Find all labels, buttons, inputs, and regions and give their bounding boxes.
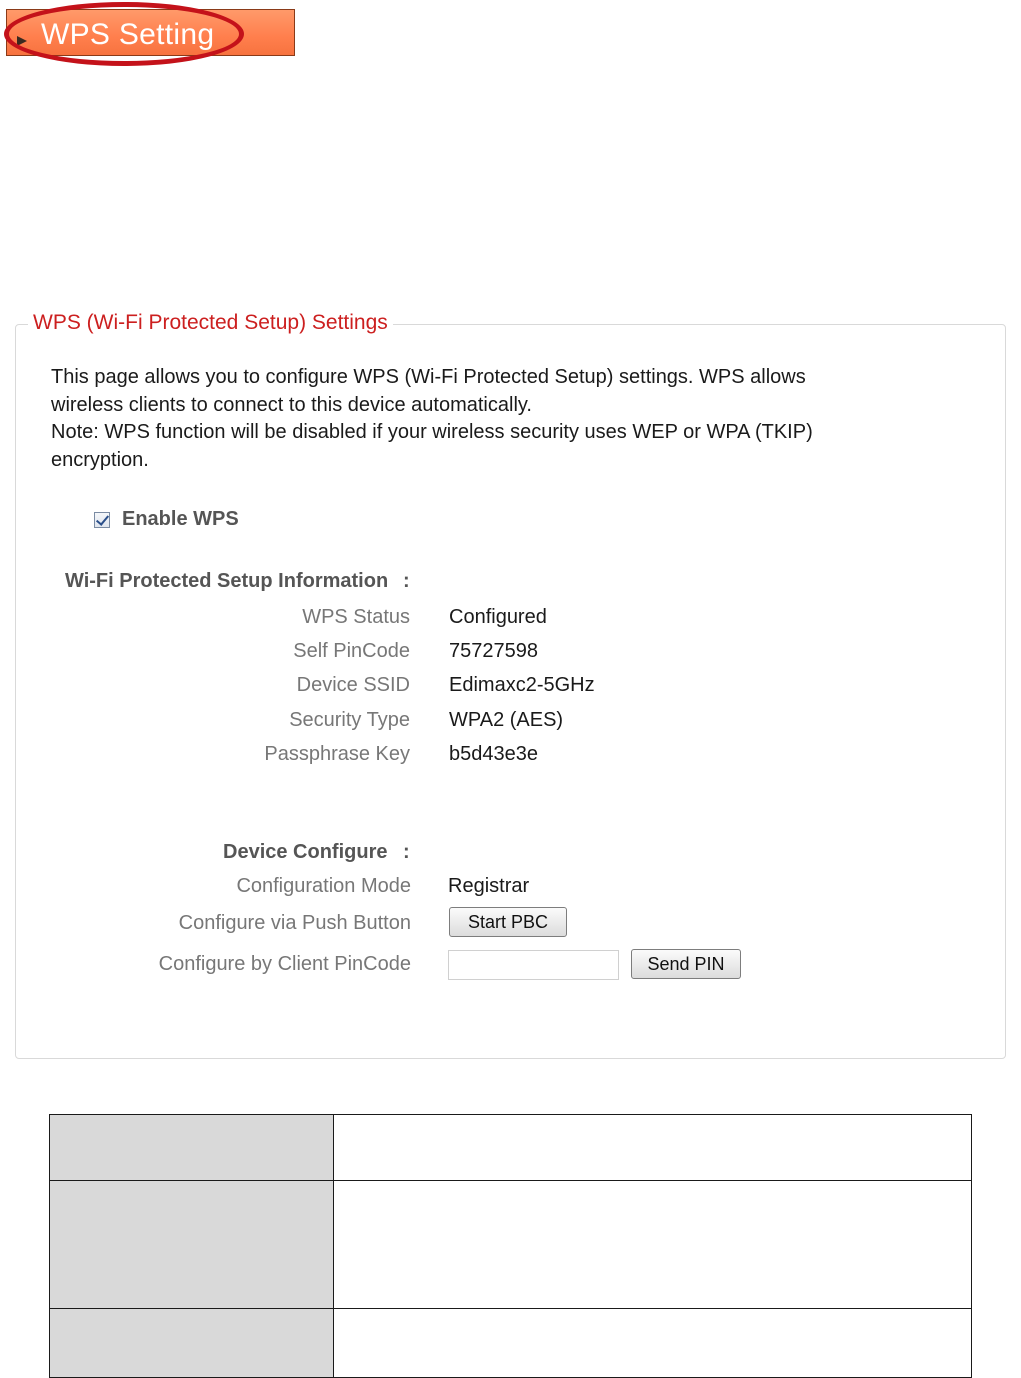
push-button-label: Configure via Push Button — [178, 912, 411, 934]
device-configure-title: Device Configure — [223, 841, 388, 863]
start-pbc-button[interactable]: Start PBC — [449, 907, 567, 937]
wps-status-value: Configured — [449, 606, 547, 628]
enable-wps-label: Enable WPS — [122, 508, 239, 530]
wps-info-title: Wi-Fi Protected Setup Information — [65, 570, 389, 592]
device-ssid-value: Edimaxc2-5GHz — [449, 674, 595, 696]
table-row — [50, 1309, 972, 1378]
intro-line: wireless clients to connect to this device automatically. — [51, 393, 532, 416]
configuration-mode-value: Registrar — [448, 875, 530, 897]
device-ssid-label: Device SSID — [296, 674, 410, 696]
self-pincode-label: Self PinCode — [293, 640, 410, 662]
table-value-cell — [334, 1115, 972, 1181]
intro-line: encryption. — [51, 448, 149, 471]
security-type-label: Security Type — [289, 709, 410, 731]
passphrase-key-value: b5d43e3e — [449, 743, 538, 765]
table-key-cell — [50, 1181, 334, 1309]
intro-line: Note: WPS function will be disabled if your wireless security uses WEP or WPA (TKIP) — [51, 421, 813, 443]
table-value-cell — [334, 1309, 972, 1378]
wps-status-label: WPS Status — [302, 606, 410, 628]
configuration-mode-label: Configuration Mode — [236, 875, 411, 897]
device-configure-colon: : — [403, 841, 410, 863]
panel-legend: WPS (Wi-Fi Protected Setup) Settings — [28, 311, 393, 335]
table-key-cell — [50, 1115, 334, 1181]
table-value-cell — [334, 1181, 972, 1309]
highlight-circle — [4, 2, 244, 66]
table-key-cell — [50, 1309, 334, 1378]
send-pin-button[interactable]: Send PIN — [631, 949, 741, 979]
enable-wps-checkbox[interactable] — [94, 512, 110, 528]
menu-tab-label: WPS Setting — [41, 18, 215, 51]
wps-info-colon: : — [403, 570, 410, 592]
self-pincode-value: 75727598 — [449, 640, 538, 662]
table-row — [50, 1115, 972, 1181]
intro-line: This page allows you to configure WPS (Wi-Fi Protected Setup) settings. WPS allows — [51, 366, 806, 388]
intro-text — [51, 364, 911, 474]
description-table — [49, 1114, 972, 1378]
table-row — [50, 1181, 972, 1309]
client-pincode-label: Configure by Client PinCode — [158, 953, 411, 975]
client-pincode-input[interactable] — [448, 950, 619, 980]
security-type-value: WPA2 (AES) — [449, 709, 564, 731]
passphrase-key-label: Passphrase Key — [264, 743, 410, 765]
